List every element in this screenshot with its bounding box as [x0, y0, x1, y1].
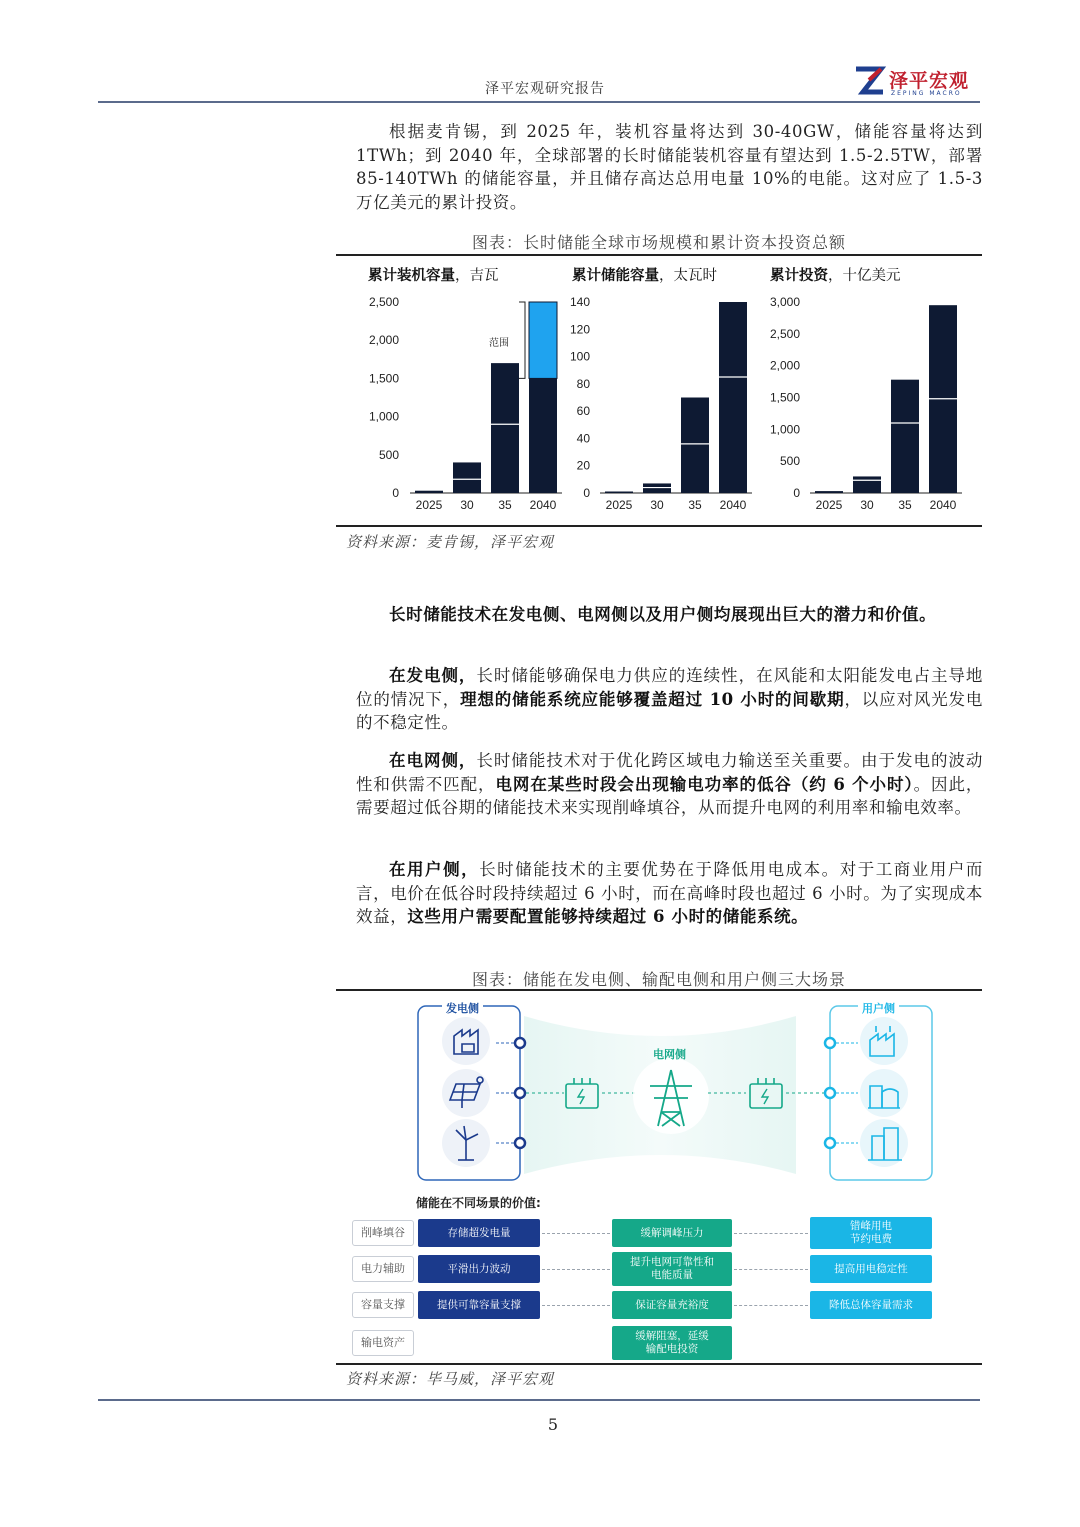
bar	[453, 462, 481, 493]
figure1-caption: 图表：长时储能全球市场规模和累计资本投资总额	[471, 233, 846, 252]
chart2-title: 累计储能容量，太瓦时	[572, 268, 717, 284]
logo-name: 泽平宏观	[889, 70, 970, 92]
bar	[605, 492, 633, 494]
x-tick-label: 2025	[605, 498, 633, 512]
logo-sub: ZEPING MACRO	[891, 90, 962, 97]
connector-dash	[542, 1305, 610, 1306]
connector-dash	[734, 1305, 808, 1306]
paragraph-grid-side: 在电网侧，长时储能技术对于优化跨区域电力输送至关重要。由于发电的波动性和供需不匹配，电网在某些时段会出现输电功率的低谷（约 6 个小时）。因此，需要超过低谷期的储能技术来实现削峰填谷，从而提升电网的利用率和输电效率。	[356, 751, 984, 817]
y-tick-label: 500	[779, 454, 800, 469]
y-tick-label: 100	[569, 349, 590, 364]
x-tick-label: 2040	[929, 498, 957, 512]
row-label: 容量支撑	[352, 1292, 414, 1318]
diagram-graphics	[346, 996, 976, 1196]
y-tick-label: 2,500	[769, 326, 800, 341]
user-value-box: 提高用电稳定性	[810, 1255, 932, 1283]
range-bar	[529, 302, 557, 378]
bar	[643, 483, 671, 493]
y-tick-label: 3,000	[769, 295, 800, 309]
x-tick-label: 30	[460, 498, 474, 512]
connector-dash	[734, 1233, 808, 1234]
connector-dash	[542, 1269, 610, 1270]
x-tick-label: 35	[898, 498, 912, 512]
bar	[529, 378, 557, 493]
y-tick-label: 40	[576, 431, 590, 446]
x-tick-label: 30	[860, 498, 874, 512]
y-tick-label: 120	[569, 322, 590, 337]
row-label: 输电资产	[352, 1330, 414, 1356]
y-tick-label: 0	[583, 486, 590, 500]
bar	[415, 491, 443, 493]
grid-value-box: 缓解阻塞，延缓 输配电投资	[612, 1326, 732, 1360]
x-tick-label: 35	[498, 498, 512, 512]
x-tick-label: 30	[650, 498, 664, 512]
chart1-title: 累计装机容量，吉瓦	[368, 268, 499, 284]
bar	[681, 398, 709, 494]
row-label: 削峰填谷	[352, 1220, 414, 1246]
chart3-title: 累计投资，十亿美元	[770, 268, 901, 284]
y-tick-label: 0	[793, 486, 800, 500]
figure1-bottom-rule	[336, 525, 982, 527]
y-tick-label: 1,000	[368, 409, 399, 424]
x-tick-label: 2025	[815, 498, 843, 512]
value-heading: 储能在不同场景的价值:	[416, 1196, 541, 1210]
user-side-label: 用户侧	[858, 1000, 899, 1016]
connector-dash	[734, 1269, 808, 1270]
section-heading: 长时储能技术在发电侧、电网侧以及用户侧均展现出巨大的潜力和价值。	[389, 605, 937, 624]
generation-side-label: 发电侧	[442, 1000, 483, 1016]
range-bracket	[519, 302, 525, 378]
figure2-source: 资料来源：毕马威，泽平宏观	[346, 1370, 555, 1388]
figure1-source: 资料来源：麦肯锡，泽平宏观	[346, 533, 555, 551]
y-tick-label: 1,000	[769, 422, 800, 437]
paragraph-generation-side: 在发电侧，长时储能够确保电力供应的连续性，在风能和太阳能发电占主导地位的情况下，理想的储能系统应能够覆盖超过 10 小时的间歇期，以应对风光发电的不稳定性。	[356, 666, 984, 732]
figure2-bottom-rule	[336, 1363, 982, 1365]
y-tick-label: 500	[378, 447, 399, 462]
grid-side-label: 电网侧	[653, 1048, 686, 1061]
y-tick-label: 2,000	[368, 333, 399, 348]
y-tick-label: 0	[392, 486, 399, 500]
bar	[853, 476, 881, 493]
gen-value-box: 存储超发电量	[418, 1219, 540, 1247]
bar	[491, 363, 519, 493]
y-tick-label: 20	[576, 458, 590, 473]
intro-paragraph: 根据麦肯锡，到 2025 年，装机容量将达到 30-40GW，储能容量将达到 1TWh；到 2040 年，全球部署的长时储能装机容量有望达到 1.5-2.5TW，部署 85-140TWh 的储能容量，并且储存高达总用电量 10%的电能。这对应了 1.5-3 万亿美元的累计投资。	[356, 122, 983, 212]
footer-rule	[98, 1399, 980, 1401]
paragraph-user-side: 在用户侧，长时储能技术的主要优势在于降低用电成本。对于工商业用户而言，电价在低谷时段持续超过 6 小时，而在高峰时段也超过 6 小时。为了实现成本效益，这些用户需要配置能够持续超过 6 小时的储能系统。	[356, 860, 983, 926]
bar	[719, 302, 747, 493]
bar	[891, 380, 919, 493]
y-tick-label: 2,000	[769, 358, 800, 373]
header-title: 泽平宏观研究报告	[485, 81, 605, 97]
y-tick-label: 1,500	[769, 390, 800, 405]
y-tick-label: 60	[576, 404, 590, 419]
x-tick-label: 2025	[415, 498, 443, 512]
y-tick-label: 1,500	[368, 371, 399, 386]
page-number: 5	[547, 1415, 559, 1434]
user-value-box: 错峰用电 节约电费	[810, 1217, 932, 1249]
bar	[815, 491, 843, 493]
row-label: 电力辅助	[352, 1256, 414, 1282]
x-tick-label: 2040	[529, 498, 557, 512]
user-value-box: 降低总体容量需求	[810, 1291, 932, 1319]
grid-value-box: 缓解调峰压力	[612, 1219, 732, 1247]
y-tick-label: 2,500	[368, 295, 399, 309]
y-tick-label: 140	[569, 295, 590, 309]
gen-value-box: 提供可靠容量支撑	[418, 1291, 540, 1319]
y-tick-label: 80	[576, 376, 590, 391]
gen-value-box: 平滑出力波动	[418, 1255, 540, 1283]
x-tick-label: 2040	[719, 498, 747, 512]
connector-dash	[542, 1233, 610, 1234]
figure2-caption: 图表：储能在发电侧、输配电侧和用户侧三大场景	[471, 970, 846, 989]
grid-value-box: 保证容量充裕度	[612, 1291, 732, 1319]
range-label: 范围	[489, 338, 509, 349]
grid-value-box: 提升电网可靠性和 电能质量	[612, 1252, 732, 1286]
x-tick-label: 35	[688, 498, 702, 512]
scenario-diagram	[346, 996, 976, 1364]
figure2-top-rule	[336, 989, 982, 991]
